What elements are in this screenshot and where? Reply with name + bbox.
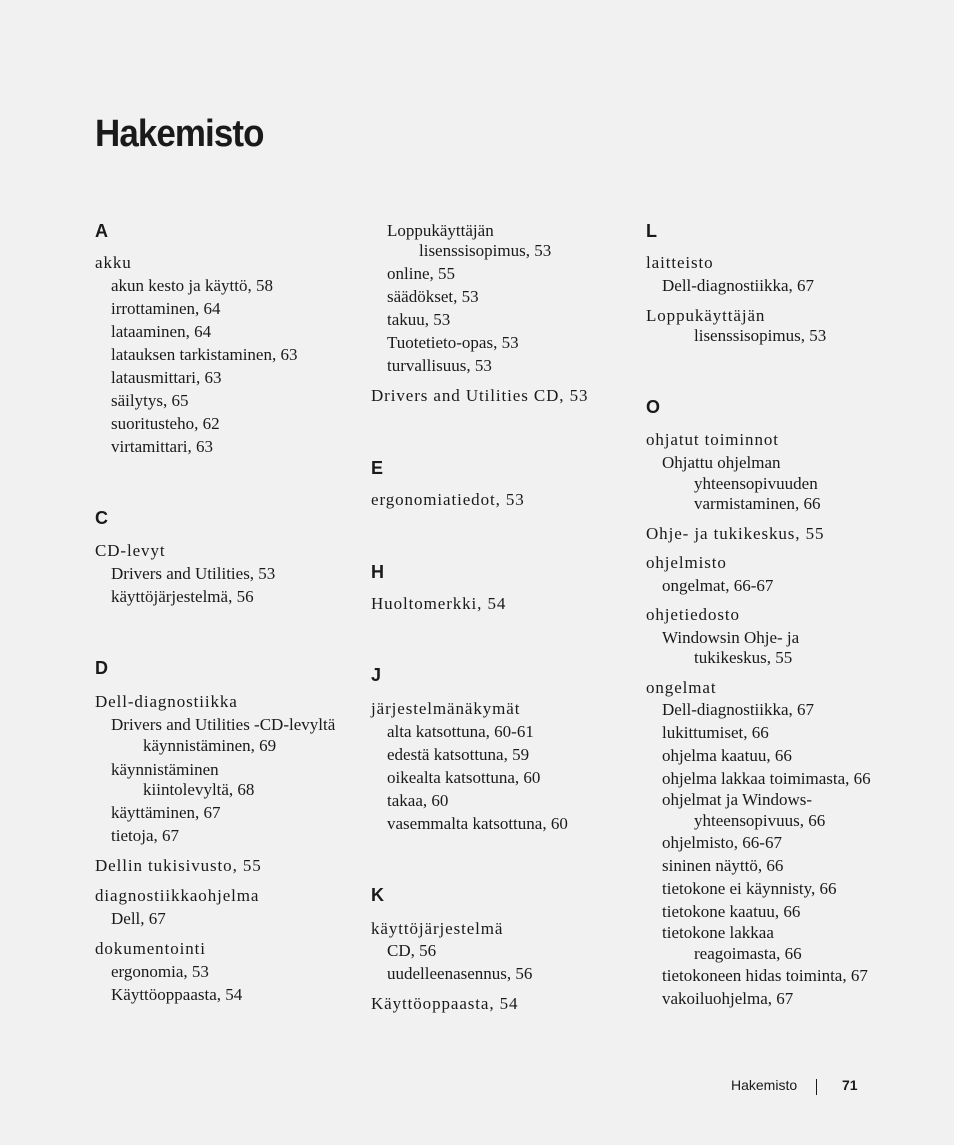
- index-entry: järjestelmänäkymät: [371, 699, 521, 718]
- index-subentry: akun kesto ja käyttö, 58: [111, 276, 273, 295]
- index-subentry: virtamittari, 63: [111, 437, 213, 456]
- index-subentry: ergonomia, 53: [111, 962, 209, 981]
- index-subentry: ohjelma kaatuu, 66: [662, 746, 792, 765]
- index-subentry: Loppukäyttäjän: [387, 221, 494, 240]
- footer-divider: [816, 1079, 817, 1095]
- index-subentry: Dell, 67: [111, 909, 166, 928]
- index-subentry: irrottaminen, 64: [111, 299, 221, 318]
- index-entry-continuation: varmistaminen, 66: [694, 494, 821, 513]
- index-entry-continuation: lisenssisopimus, 53: [419, 241, 552, 260]
- index-subentry: tietokone lakkaa: [662, 923, 774, 942]
- index-entry: ohjatut toiminnot: [646, 430, 779, 449]
- index-subentry: online, 55: [387, 264, 455, 283]
- index-subentry: tietokoneen hidas toiminta, 67: [662, 966, 868, 985]
- index-subentry: alta katsottuna, 60-61: [387, 722, 534, 741]
- index-entry-continuation: reagoimasta, 66: [694, 944, 802, 963]
- index-subentry: Tuotetieto-opas, 53: [387, 333, 519, 352]
- index-entry: Loppukäyttäjän: [646, 306, 766, 325]
- index-subentry: ongelmat, 66-67: [662, 576, 774, 595]
- index-entry: Käyttöoppaasta, 54: [371, 994, 519, 1013]
- index-subentry: tietoja, 67: [111, 826, 179, 845]
- index-subentry: latauksen tarkistaminen, 63: [111, 345, 298, 364]
- index-entry: diagnostiikkaohjelma: [95, 886, 260, 905]
- section-letter: J: [371, 665, 382, 685]
- footer-section-label: Hakemisto: [731, 1077, 798, 1093]
- index-subentry: turvallisuus, 53: [387, 356, 492, 375]
- index-subentry: edestä katsottuna, 59: [387, 745, 530, 764]
- index-subentry: ohjelmat ja Windows-: [662, 790, 813, 809]
- index-subentry: Käyttöoppaasta, 54: [111, 985, 243, 1004]
- index-entry-continuation: tukikeskus, 55: [694, 648, 793, 667]
- index-entry: ohjetiedosto: [646, 605, 740, 624]
- index-subentry: takaa, 60: [387, 791, 449, 810]
- index-subentry: ohjelmisto, 66-67: [662, 833, 782, 852]
- index-subentry: Dell-diagnostiikka, 67: [662, 276, 815, 295]
- index-subentry: Windowsin Ohje- ja: [662, 628, 800, 647]
- index-entry: Dell-diagnostiikka: [95, 692, 238, 711]
- index-subentry: oikealta katsottuna, 60: [387, 768, 541, 787]
- index-subentry: vakoiluohjelma, 67: [662, 989, 794, 1008]
- index-entry-continuation: käynnistäminen, 69: [143, 736, 277, 755]
- index-subentry: käyttäminen, 67: [111, 803, 221, 822]
- section-letter: D: [95, 658, 108, 678]
- section-letter: L: [646, 221, 657, 241]
- section-letter: O: [646, 397, 661, 417]
- index-entry: ohjelmisto: [646, 553, 727, 572]
- index-entry: käyttöjärjestelmä: [371, 919, 504, 938]
- index-entry: ergonomiatiedot, 53: [371, 490, 525, 509]
- index-entry-continuation: lisenssisopimus, 53: [694, 326, 827, 345]
- index-subentry: Dell-diagnostiikka, 67: [662, 700, 815, 719]
- section-letter: A: [95, 221, 108, 241]
- page-title: Hakemisto: [95, 113, 264, 155]
- index-subentry: takuu, 53: [387, 310, 451, 329]
- index-subentry: käyttöjärjestelmä, 56: [111, 587, 254, 606]
- index-entry: Huoltomerkki, 54: [371, 594, 507, 613]
- index-subentry: latausmittari, 63: [111, 368, 222, 387]
- section-letter: H: [371, 562, 384, 582]
- index-subentry: sininen näyttö, 66: [662, 856, 784, 875]
- index-entry-continuation: yhteensopivuuden: [694, 474, 818, 493]
- index-subentry: säilytys, 65: [111, 391, 189, 410]
- section-letter: C: [95, 508, 108, 528]
- section-letter: E: [371, 458, 384, 478]
- index-subentry: ohjelma lakkaa toimimasta, 66: [662, 769, 871, 788]
- index-subentry: vasemmalta katsottuna, 60: [387, 814, 568, 833]
- index-entry: dokumentointi: [95, 939, 206, 958]
- index-subentry: uudelleenasennus, 56: [387, 964, 533, 983]
- index-entry: Dellin tukisivusto, 55: [95, 856, 262, 875]
- index-entry: Ohje- ja tukikeskus, 55: [646, 524, 825, 543]
- index-entry: CD-levyt: [95, 541, 166, 560]
- index-subentry: lukittumiset, 66: [662, 723, 769, 742]
- index-entry: ongelmat: [646, 678, 717, 697]
- index-subentry: käynnistäminen: [111, 760, 219, 779]
- section-letter: K: [371, 885, 384, 905]
- index-entry: Drivers and Utilities CD, 53: [371, 386, 589, 405]
- index-entry: akku: [95, 253, 132, 272]
- index-subentry: Drivers and Utilities -CD-levyltä: [111, 715, 336, 734]
- index-entry-continuation: yhteensopivuus, 66: [694, 811, 826, 830]
- index-subentry: suoritusteho, 62: [111, 414, 220, 433]
- index-subentry: Drivers and Utilities, 53: [111, 564, 276, 583]
- index-subentry: tietokone kaatuu, 66: [662, 902, 801, 921]
- index-entry-continuation: kiintolevyltä, 68: [143, 780, 255, 799]
- index-subentry: tietokone ei käynnisty, 66: [662, 879, 837, 898]
- index-subentry: CD, 56: [387, 941, 437, 960]
- index-subentry: Ohjattu ohjelman: [662, 453, 781, 472]
- page-number: 71: [842, 1077, 858, 1093]
- index-subentry: lataaminen, 64: [111, 322, 212, 341]
- index-subentry: säädökset, 53: [387, 287, 479, 306]
- index-entry: laitteisto: [646, 253, 714, 272]
